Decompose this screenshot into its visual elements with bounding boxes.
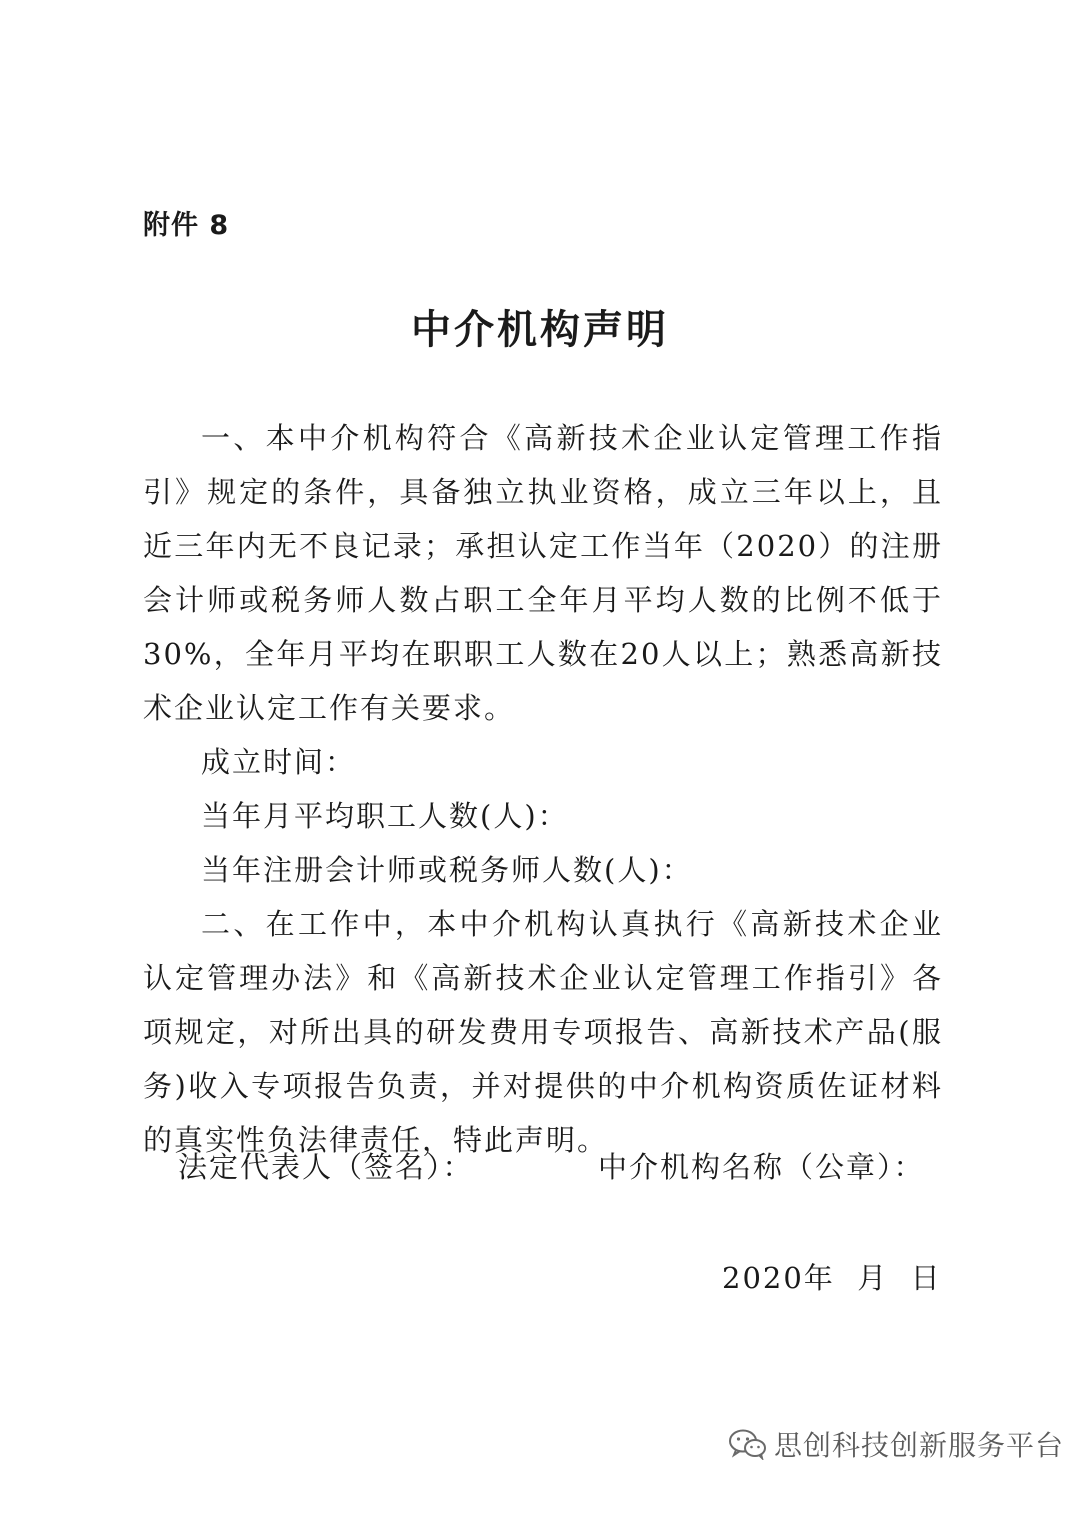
wechat-icon bbox=[728, 1428, 768, 1460]
field-cpa-count: 当年注册会计师或税务师人数(人)： bbox=[201, 853, 693, 887]
watermark-text: 思创科技创新服务平台 bbox=[774, 1429, 1065, 1462]
field-established-date: 成立时间： bbox=[201, 745, 357, 779]
watermark bbox=[728, 1424, 1064, 1464]
legal-representative-label: 法定代表人（签名）： bbox=[178, 1150, 474, 1184]
attachment-label: 附件 8 bbox=[143, 210, 230, 241]
signature-row bbox=[0, 1145, 1080, 1195]
document-body bbox=[143, 411, 943, 1167]
paragraph-1: 一、本中介机构符合《高新技术企业认定管理工作指引》规定的条件，具备独立执业资格，成立三年以上，且近三年内无不良记录；承担认定工作当年（2020）的注册会计师或税务师人数占职工全年月平均人数的比例不低于30%，全年月平均在职职工人数在20人以上；熟悉高新技术企业认定工作有关要求。 bbox=[143, 421, 943, 725]
agency-name-label: 中介机构名称（公章）： bbox=[598, 1150, 925, 1184]
paragraph-2: 二、在工作中，本中介机构认真执行《高新技术企业认定管理办法》和《高新技术企业认定管理工作指引》各项规定，对所出具的研发费用专项报告、高新技术产品(服务)收入专项报告负责，并对提供的中介机构资质佐证材料的真实性负法律责任，特此声明。 bbox=[143, 907, 943, 1157]
signature-date: 2020年 月 日 bbox=[722, 1261, 942, 1295]
document-title: 中介机构声明 bbox=[411, 307, 669, 353]
field-average-staff: 当年月平均职工人数(人)： bbox=[201, 799, 569, 833]
